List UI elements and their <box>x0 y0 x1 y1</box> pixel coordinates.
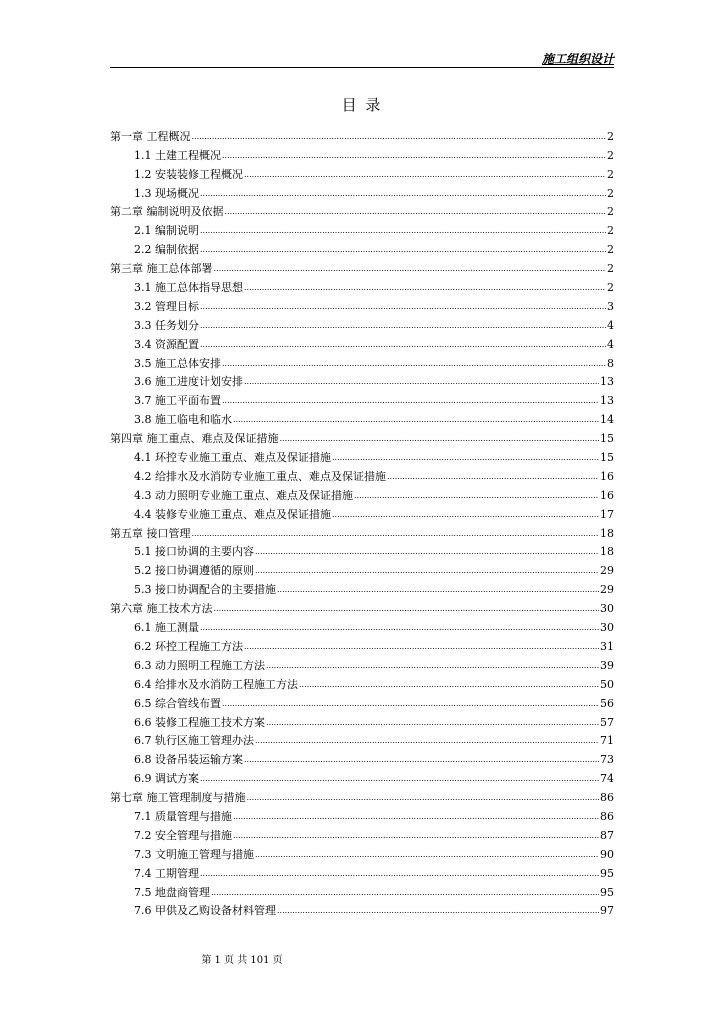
header-title: 施工组织设计 <box>541 52 614 66</box>
toc-dot-leader <box>255 564 599 577</box>
toc-entry-page-number: 2 <box>607 186 614 200</box>
toc-section-entry[interactable] <box>110 691 614 710</box>
toc-dot-leader <box>332 451 599 464</box>
toc-dot-leader <box>244 640 599 653</box>
toc-entry-label: 6.6 装修工程施工技术方案 <box>134 715 265 729</box>
toc-entry-label: 3.5 施工总体安排 <box>134 356 221 370</box>
toc-entry-label: 5.3 接口协调配合的主要措施 <box>134 583 276 597</box>
toc-entry-page-number: 86 <box>600 791 614 805</box>
toc-dot-leader <box>200 621 599 634</box>
toc-chapter-entry[interactable] <box>110 785 614 804</box>
toc-entry-page-number: 2 <box>607 205 614 219</box>
toc-entry-page-number: 16 <box>600 488 614 502</box>
toc-entry-page-number: 3 <box>607 299 614 313</box>
toc-entry-label: 第六章 施工技术方法 <box>110 602 213 616</box>
toc-dot-leader <box>200 338 606 351</box>
toc-entry-page-number: 71 <box>600 734 614 748</box>
toc-entry-page-number: 2 <box>607 129 614 143</box>
toc-entry-page-number: 39 <box>600 658 614 672</box>
toc-dot-leader <box>280 432 600 445</box>
toc-section-entry[interactable] <box>110 351 614 370</box>
toc-dot-leader <box>332 508 599 521</box>
toc-entry-page-number: 90 <box>600 847 614 861</box>
toc-section-entry[interactable] <box>110 861 614 880</box>
toc-dot-leader <box>222 394 599 407</box>
toc-entry-page-number: 50 <box>600 677 614 691</box>
toc-section-entry[interactable] <box>110 710 614 729</box>
toc-entry-page-number: 29 <box>600 583 614 597</box>
toc-dot-leader <box>244 281 606 294</box>
toc-section-entry[interactable] <box>110 804 614 823</box>
toc-entry-label: 第七章 施工管理制度与措施 <box>110 791 246 805</box>
toc-chapter-entry[interactable] <box>110 200 614 219</box>
toc-entry-page-number: 2 <box>607 224 614 238</box>
toc-dot-leader <box>222 149 606 162</box>
toc-dot-leader <box>255 734 599 747</box>
toc-chapter-entry[interactable] <box>110 596 614 615</box>
toc-entry-label: 1.1 土建工程概况 <box>134 148 221 162</box>
toc-entry-page-number: 30 <box>600 602 614 616</box>
toc-dot-leader <box>233 413 599 426</box>
toc-section-entry[interactable] <box>110 842 614 861</box>
toc-entry-page-number: 30 <box>600 621 614 635</box>
toc-dot-leader <box>255 545 599 558</box>
toc-entry-label: 6.3 动力照明工程施工方法 <box>134 658 265 672</box>
toc-entry-label: 6.2 环控工程施工方法 <box>134 639 243 653</box>
toc-entry-label: 3.4 资源配置 <box>134 337 199 351</box>
toc-entry-page-number: 4 <box>607 318 614 332</box>
toc-section-entry[interactable] <box>110 880 614 899</box>
toc-chapter-entry[interactable] <box>110 124 614 143</box>
toc-section-entry[interactable] <box>110 370 614 389</box>
toc-entry-label: 7.6 甲供及乙购设备材料管理 <box>134 904 276 918</box>
toc-section-entry[interactable] <box>110 672 614 691</box>
toc-entry-label: 2.1 编制说明 <box>134 224 199 238</box>
toc-entry-label: 4.4 装修专业施工重点、难点及保证措施 <box>134 507 331 521</box>
toc-entry-label: 2.2 编制依据 <box>134 243 199 257</box>
toc-entry-label: 1.3 现场概况 <box>134 186 199 200</box>
toc-dot-leader <box>222 697 599 710</box>
toc-section-entry[interactable] <box>110 445 614 464</box>
toc-section-entry[interactable] <box>110 615 614 634</box>
toc-dot-leader <box>266 716 599 729</box>
toc-entry-label: 6.4 给排水及水消防工程施工方法 <box>134 677 298 691</box>
toc-entry-page-number: 16 <box>600 469 614 483</box>
toc-entry-page-number: 2 <box>607 148 614 162</box>
toc-entry-label: 6.8 设备吊装运输方案 <box>134 753 243 767</box>
toc-entry-page-number: 74 <box>600 772 614 786</box>
toc-dot-leader <box>266 659 599 672</box>
toc-dot-leader <box>214 602 600 615</box>
toc-section-entry[interactable] <box>110 464 614 483</box>
toc-section-entry[interactable] <box>110 313 614 332</box>
toc-dot-leader <box>192 527 600 540</box>
toc-section-entry[interactable] <box>110 483 614 502</box>
toc-section-entry[interactable] <box>110 558 614 577</box>
toc-dot-leader <box>192 130 607 143</box>
toc-entry-page-number: 13 <box>600 394 614 408</box>
page-footer: 第 1 页 共 101 页 <box>201 955 283 966</box>
toc-section-entry[interactable] <box>110 502 614 521</box>
toc-dot-leader <box>255 848 599 861</box>
toc-entry-page-number: 57 <box>600 715 614 729</box>
toc-dot-leader <box>233 810 599 823</box>
header-rule <box>110 67 614 68</box>
toc-entry-label: 4.1 环控专业施工重点、难点及保证措施 <box>134 451 331 465</box>
toc-section-entry[interactable] <box>110 162 614 181</box>
toc-entry-page-number: 14 <box>600 413 614 427</box>
toc-entry-page-number: 8 <box>607 356 614 370</box>
toc-dot-leader <box>233 829 599 842</box>
toc-entry-label: 第五章 接口管理 <box>110 526 191 540</box>
toc-entry-label: 7.2 安全管理与措施 <box>134 828 232 842</box>
toc-dot-leader <box>211 886 599 899</box>
toc-section-entry[interactable] <box>110 899 614 918</box>
toc-dot-leader <box>247 791 600 804</box>
toc-dot-leader <box>277 904 599 917</box>
toc-entry-page-number: 2 <box>607 243 614 257</box>
toc-entry-label: 3.8 施工临电和临水 <box>134 413 232 427</box>
toc-dot-leader <box>214 262 607 275</box>
toc-entry-page-number: 95 <box>600 866 614 880</box>
toc-entry-page-number: 18 <box>600 526 614 540</box>
toc-dot-leader <box>244 753 599 766</box>
toc-entry-page-number: 29 <box>600 564 614 578</box>
toc-entry-page-number: 13 <box>600 375 614 389</box>
toc-section-entry[interactable] <box>110 577 614 596</box>
toc-section-entry[interactable] <box>110 540 614 559</box>
toc-dot-leader <box>225 205 607 218</box>
toc-dot-leader <box>200 187 606 200</box>
toc-dot-leader <box>222 357 606 370</box>
toc-entry-label: 5.2 接口协调遵循的原则 <box>134 564 254 578</box>
toc-entry-label: 7.4 工期管理 <box>134 866 199 880</box>
toc-dot-leader <box>387 470 599 483</box>
toc-section-entry[interactable] <box>110 332 614 351</box>
toc-entry-label: 第二章 编制说明及依据 <box>110 205 224 219</box>
toc-dot-leader <box>200 243 606 256</box>
toc-entry-label: 4.3 动力照明专业施工重点、难点及保证措施 <box>134 488 353 502</box>
toc-section-entry[interactable] <box>110 143 614 162</box>
table-of-contents <box>110 124 614 917</box>
toc-section-entry[interactable] <box>110 766 614 785</box>
toc-entry-page-number: 4 <box>607 337 614 351</box>
toc-section-entry[interactable] <box>110 388 614 407</box>
toc-entry-page-number: 2 <box>607 281 614 295</box>
toc-dot-leader <box>354 489 599 502</box>
toc-entry-label: 3.7 施工平面布置 <box>134 394 221 408</box>
toc-dot-leader <box>200 867 599 880</box>
toc-entry-label: 7.5 地盘商管理 <box>134 885 210 899</box>
toc-section-entry[interactable] <box>110 275 614 294</box>
toc-entry-page-number: 87 <box>600 828 614 842</box>
toc-entry-label: 3.6 施工进度计划安排 <box>134 375 243 389</box>
toc-dot-leader <box>244 375 599 388</box>
toc-entry-label: 第三章 施工总体部署 <box>110 262 213 276</box>
toc-entry-label: 7.3 文明施工管理与措施 <box>134 847 254 861</box>
toc-entry-page-number: 2 <box>607 167 614 181</box>
toc-entry-page-number: 97 <box>600 904 614 918</box>
toc-section-entry[interactable] <box>110 294 614 313</box>
toc-section-entry[interactable] <box>110 747 614 766</box>
toc-entry-label: 第四章 施工重点、难点及保证措施 <box>110 432 279 446</box>
toc-section-entry[interactable] <box>110 407 614 426</box>
toc-dot-leader <box>277 583 599 596</box>
toc-entry-page-number: 73 <box>600 753 614 767</box>
toc-entry-label: 6.7 轨行区施工管理办法 <box>134 734 254 748</box>
toc-dot-leader <box>200 224 606 237</box>
toc-entry-label: 3.1 施工总体指导思想 <box>134 281 243 295</box>
toc-entry-label: 6.5 综合管线布置 <box>134 696 221 710</box>
toc-entry-page-number: 31 <box>600 639 614 653</box>
toc-entry-label: 5.1 接口协调的主要内容 <box>134 545 254 559</box>
toc-section-entry[interactable] <box>110 634 614 653</box>
toc-entry-page-number: 17 <box>600 507 614 521</box>
toc-chapter-entry[interactable] <box>110 426 614 445</box>
toc-dot-leader <box>200 772 599 785</box>
toc-dot-leader <box>200 300 606 313</box>
toc-section-entry[interactable] <box>110 729 614 748</box>
toc-entry-label: 3.3 任务划分 <box>134 318 199 332</box>
toc-dot-leader <box>244 168 606 181</box>
toc-entry-page-number: 18 <box>600 545 614 559</box>
toc-entry-page-number: 86 <box>600 809 614 823</box>
toc-entry-label: 6.9 调试方案 <box>134 772 199 786</box>
toc-section-entry[interactable] <box>110 653 614 672</box>
toc-dot-leader <box>200 319 606 332</box>
toc-section-entry[interactable] <box>110 218 614 237</box>
toc-entry-label: 第一章 工程概况 <box>110 129 191 143</box>
toc-entry-page-number: 15 <box>600 451 614 465</box>
toc-entry-page-number: 95 <box>600 885 614 899</box>
toc-entry-label: 3.2 管理目标 <box>134 299 199 313</box>
toc-entry-label: 1.2 安装装修工程概况 <box>134 167 243 181</box>
toc-entry-page-number: 56 <box>600 696 614 710</box>
toc-dot-leader <box>299 678 599 691</box>
toc-entry-label: 6.1 施工测量 <box>134 621 199 635</box>
toc-entry-label: 7.1 质量管理与措施 <box>134 809 232 823</box>
toc-entry-label: 4.2 给排水及水消防专业施工重点、难点及保证措施 <box>134 469 386 483</box>
toc-section-entry[interactable] <box>110 237 614 256</box>
toc-section-entry[interactable] <box>110 181 614 200</box>
toc-title: 目 录 <box>341 96 383 114</box>
toc-chapter-entry[interactable] <box>110 256 614 275</box>
toc-entry-page-number: 2 <box>607 262 614 276</box>
toc-section-entry[interactable] <box>110 823 614 842</box>
toc-entry-page-number: 15 <box>600 432 614 446</box>
toc-chapter-entry[interactable] <box>110 521 614 540</box>
